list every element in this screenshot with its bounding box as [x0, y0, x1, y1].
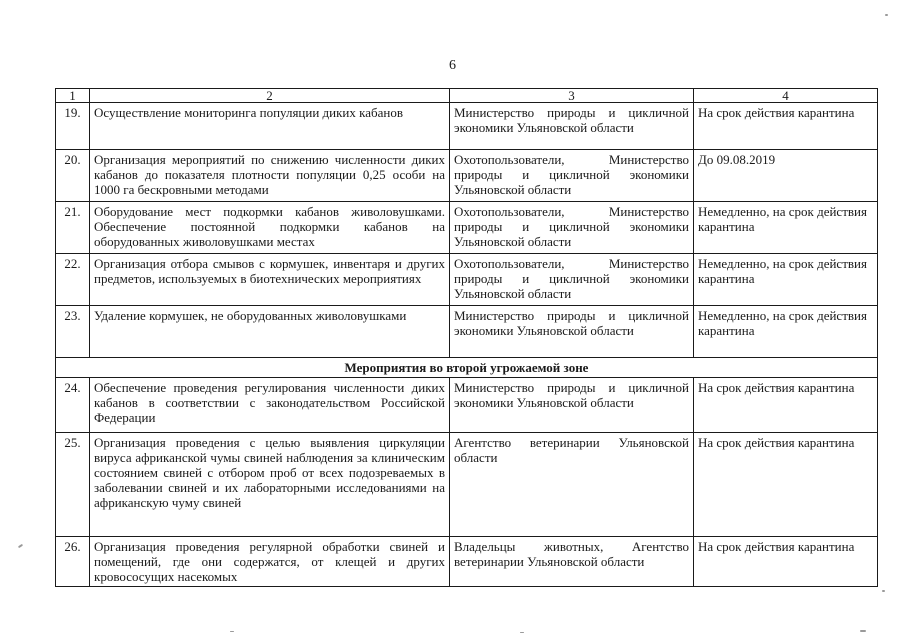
column-header: 4	[694, 89, 878, 103]
row-executor: Министерство природы и цикличной экономики Ульяновской области	[450, 306, 694, 358]
row-action: Оборудование мест подкормки кабанов живоловушками. Обеспечение постоянной подкормки кабанов на оборудованных живоловушками местах	[90, 202, 450, 254]
row-term: Немедленно, на срок действия карантина	[694, 254, 878, 306]
row-action: Организация мероприятий по снижению численности диких кабанов до показателя плотности популяции 0,25 особи на 1000 га бескровными методами	[90, 150, 450, 202]
row-term: Немедленно, на срок действия карантина	[694, 306, 878, 358]
scan-speck	[885, 14, 888, 16]
section-title: Мероприятия во второй угрожаемой зоне	[56, 358, 878, 378]
section-row	[56, 358, 878, 378]
row-executor: Министерство природы и цикличной экономики Ульяновской области	[450, 103, 694, 150]
row-number: 24.	[56, 378, 90, 433]
row-term: До 09.08.2019	[694, 150, 878, 202]
row-term: На срок действия карантина	[694, 378, 878, 433]
row-action: Удаление кормушек, не оборудованных живоловушками	[90, 306, 450, 358]
table-row	[56, 306, 878, 358]
column-header: 2	[90, 89, 450, 103]
row-executor: Агентство ветеринарии Ульяновской области	[450, 433, 694, 537]
row-number: 26.	[56, 537, 90, 587]
row-number: 19.	[56, 103, 90, 150]
scan-speck	[230, 631, 234, 632]
row-executor: Владельцы животных, Агентство ветеринарии Ульяновской области	[450, 537, 694, 587]
row-executor: Охотопользователи, Министерство природы и цикличной экономики Ульяновской области	[450, 254, 694, 306]
page-number: 6	[449, 58, 456, 73]
row-term: На срок действия карантина	[694, 433, 878, 537]
row-action: Обеспечение проведения регулирования численности диких кабанов в соответствии с законодательством Российской Федерации	[90, 378, 450, 433]
row-number: 21.	[56, 202, 90, 254]
table-row	[56, 254, 878, 306]
table-header-row	[56, 89, 878, 103]
row-number: 23.	[56, 306, 90, 358]
row-term: Немедленно, на срок действия карантина	[694, 202, 878, 254]
table-row	[56, 150, 878, 202]
table-row	[56, 537, 878, 587]
row-number: 22.	[56, 254, 90, 306]
column-header: 3	[450, 89, 694, 103]
row-action: Организация отбора смывов с кормушек, инвентаря и других предметов, используемых в биотехнических мероприятиях	[90, 254, 450, 306]
measures-table	[55, 88, 878, 587]
table-row	[56, 103, 878, 150]
row-executor: Охотопользователи, Министерство природы и цикличной экономики Ульяновской области	[450, 202, 694, 254]
table-row	[56, 202, 878, 254]
scan-speck	[882, 590, 885, 592]
table-row	[56, 378, 878, 433]
scan-speck	[18, 544, 23, 549]
scan-speck	[520, 632, 524, 633]
row-term: На срок действия карантина	[694, 537, 878, 587]
row-executor: Министерство природы и цикличной экономики Ульяновской области	[450, 378, 694, 433]
scan-speck	[860, 630, 866, 632]
row-executor: Охотопользователи, Министерство природы и цикличной экономики Ульяновской области	[450, 150, 694, 202]
row-action: Осуществление мониторинга популяции диких кабанов	[90, 103, 450, 150]
row-number: 20.	[56, 150, 90, 202]
column-header: 1	[56, 89, 90, 103]
row-term: На срок действия карантина	[694, 103, 878, 150]
table-row	[56, 433, 878, 537]
row-action: Организация проведения регулярной обработки свиней и помещений, где они содержатся, от клещей и других кровососущих насекомых	[90, 537, 450, 587]
row-number: 25.	[56, 433, 90, 537]
row-action: Организация проведения с целью выявления циркуляции вируса африканской чумы свиней наблюдения за клиническим состоянием свиней с отбором проб от всех подозреваемых в заболевании свиней и их лабораторными исследованиями на африканскую чуму свиней	[90, 433, 450, 537]
